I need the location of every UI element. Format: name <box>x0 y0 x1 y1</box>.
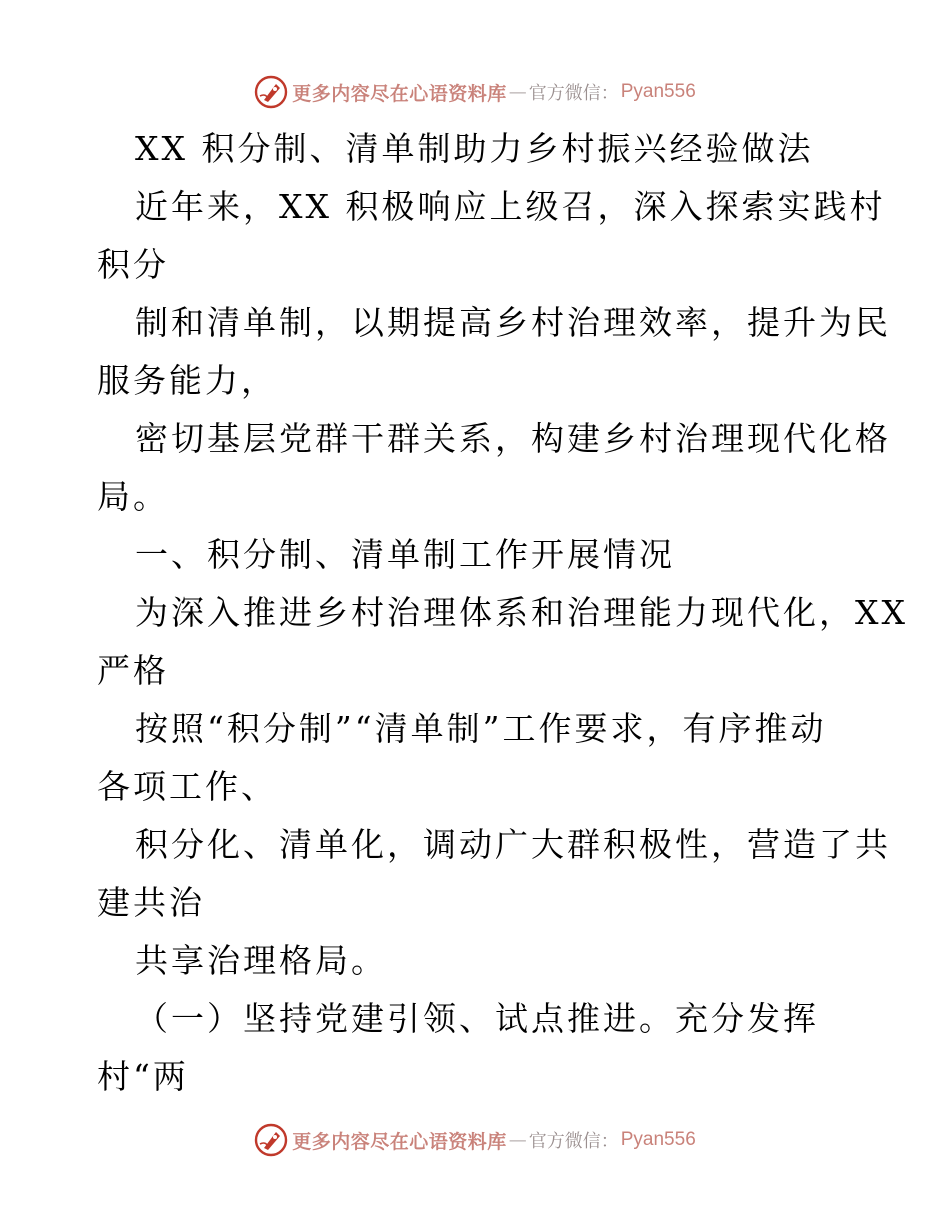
paragraph-line: 共享治理格局。 <box>135 941 387 980</box>
watermark-wechat-id: Pyan556 <box>620 1129 696 1150</box>
paragraph-line: 积分 <box>97 245 169 284</box>
watermark-wechat-id: Pyan556 <box>620 81 696 102</box>
paragraph-line: 村“两 <box>97 1057 189 1096</box>
paragraph-line: 制和清单制，以期提高乡村治理效率，提升为民 <box>135 303 891 342</box>
watermark-text: 更多内容尽在心语资料库 <box>292 82 507 105</box>
watermark-dash: — <box>508 81 527 103</box>
paragraph-line: 密切基层党群干群关系，构建乡村治理现代化格 <box>135 419 891 458</box>
watermark-banner-top <box>0 72 950 112</box>
watermark-wechat-label: 官方微信： <box>528 1131 619 1152</box>
watermark-wechat-label: 官方微信： <box>528 83 619 104</box>
pen-nib-seal-icon <box>254 75 288 109</box>
watermark-banner-bottom <box>0 1120 950 1160</box>
paragraph-line: 近年来，XX 积极响应上级召，深入探索实践村 <box>135 187 886 226</box>
paragraph-line: 为深入推进乡村治理体系和治理能力现代化，XX <box>135 593 908 632</box>
watermark-dash: — <box>508 1129 527 1151</box>
paragraph-line: 各项工作、 <box>97 767 277 806</box>
paragraph-line: 按照“积分制”“清单制”工作要求，有序推动 <box>135 709 827 748</box>
section-heading: 一、积分制、清单制工作开展情况 <box>135 535 675 574</box>
paragraph-line: 积分化、清单化，调动广大群积极性，营造了共 <box>135 825 891 864</box>
subsection-heading: （一）坚持党建引领、试点推进。充分发挥 <box>135 999 819 1038</box>
watermark-text: 更多内容尽在心语资料库 <box>292 1130 507 1153</box>
document-body <box>97 120 908 1106</box>
paragraph-line: 局。 <box>97 477 169 516</box>
paragraph-line: 建共治 <box>97 883 205 922</box>
paragraph-line: 服务能力， <box>97 361 277 400</box>
paragraph-line: 严格 <box>97 651 169 690</box>
document-title: XX 积分制、清单制助力乡村振兴经验做法 <box>135 129 814 168</box>
pen-nib-seal-icon <box>254 1123 288 1157</box>
